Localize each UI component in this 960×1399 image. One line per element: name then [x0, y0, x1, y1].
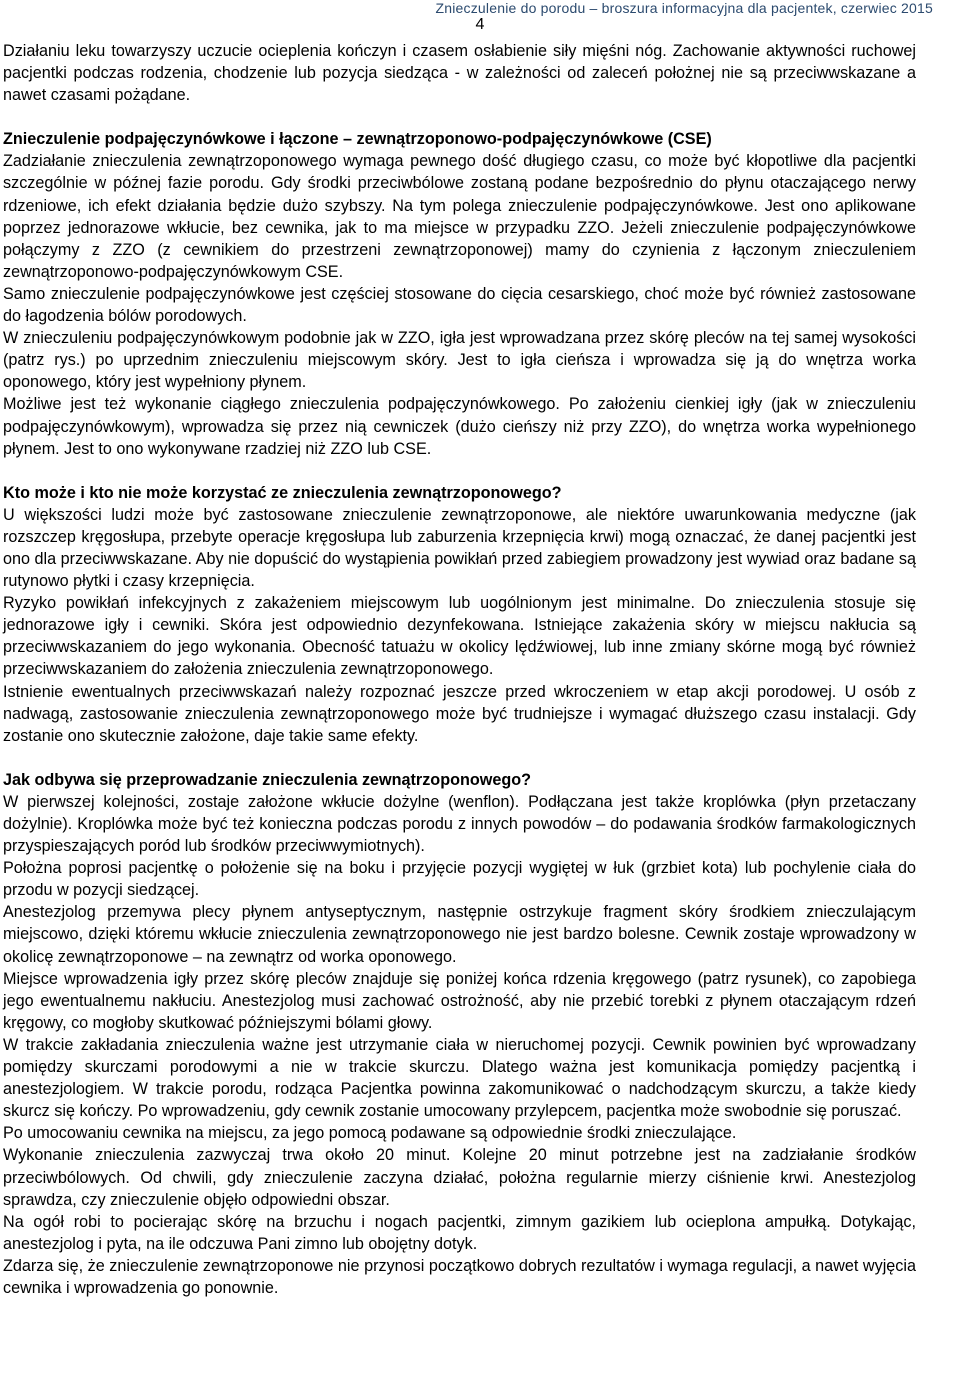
paragraph: U większości ludzi może być zastosowane znieczulenie zewnątrzoponowe, ale niektóre uwarunkowania medyczne (jak rozszczep kręgosłupa, przebyte operacje kręgosłupa lub zaburzenia krzepnięcia krwi) mogą oznaczać, że danej pacjentki jest ono dla przeciwwskazane. Aby nie dopuścić do wystąpienia powikłań przed zabiegiem prowadzony jest wywiad oraz badane są rutynowo płytki i czasy krzepnięcia. — [3, 505, 916, 591]
paragraph: Anestezjolog przemywa plecy płynem antyseptycznym, następnie ostrzykuje fragment skóry środkiem znieczulającym miejscowo, dzięki któremu wkłucie znieczulenia zewnątrzoponowego nie jest bardzo bolesne. Cewnik zostaje wprowadzony w okolicę zewnątrzoponowe – na zewnątrz od worka oponowego. — [3, 903, 916, 966]
paragraph: Miejsce wprowadzenia igły przez skórę pleców znajduje się poniżej końca rdzenia kręgowego (patrz rysunek), co zapobiega jego ewentualnemu nakłuciu. Anestezjolog musi zachować ostrożność, aby nie przebić torebki z płynem otaczającym rdzeń kręgowy, co mogłoby skutkować późniejszymi bólami głowy. — [3, 969, 916, 1032]
paragraph: Wykonanie znieczulenia zazwyczaj trwa około 20 minut. Kolejne 20 minut potrzebne jest na zadziałanie środków przeciwbólowych. Od chwili, gdy znieczulenie zaczyna działać, położna regularnie mierzy ciśnienie krwi. Anestezjolog sprawdza, czy znieczulenie objęło odpowiedni obszar. — [3, 1146, 916, 1209]
page-number: 4 — [475, 16, 485, 33]
paragraph: Samo znieczulenie podpajęczynówkowe jest częściej stosowane do cięcia cesarskiego, choć może być również zastosowane do łagodzenia bólów porodowych. — [3, 284, 916, 326]
document-header: Znieczulenie do porodu – broszura informacyjna dla pacjentek, czerwiec 2015 — [435, 0, 933, 16]
paragraph: Działaniu leku towarzyszy uczucie ocieplenia kończyn i czasem osłabienie siły mięśni nóg. Zachowanie aktywności ruchowej pacjentki podczas rodzenia, chodzenie lub pozycja siedząca - w zależności od zaleceń położnej nie są przeciwwskazane a nawet czasami pożądane. — [3, 42, 916, 105]
paragraph: Możliwe jest też wykonanie ciągłego znieczulenia podpajęczynówkowego. Po założeniu cienkiej igły (jak w znieczuleniu podpajęczynówkowym), wprowadza się przez nią cewniczek (dużo cieńszy niż przy ZZO), do wnętrza worka wypełnionego płynem. Jest to ono wykonywane rzadziej niż ZZO lub CSE. — [3, 395, 916, 458]
paragraph: W pierwszej kolejności, zostaje założone wkłucie dożylne (wenflon). Podłączana jest także kroplówka (płyn przetaczany dożylnie). Kroplówka może być też konieczna podczas porodu z innych powodów – do podawania środków farmakologicznych przyspieszających poród lub środków przeciwwymiotnych). — [3, 792, 916, 856]
paragraph: Ryzyko powikłań infekcyjnych z zakażeniem miejscowym lub uogólnionym jest minimalne. Do znieczulenia stosuje się jednorazowe igły i cewniki. Skóra jest odpowiednio dezynfekowana. Istniejące zakażenia skóry w miejscu nakłucia są przeciwwskazaniem do jego wykonania. Obecność tatuażu w okolicy lędźwiowej, lub inne zmiany skórne mogą być również przeciwwskazaniem do założenia znieczulenia zewnątrzoponowego. — [3, 594, 916, 679]
section-heading: Jak odbywa się przeprowadzanie znieczulenia zewnątrzoponowego? — [3, 770, 531, 789]
paragraph: Zadziałanie znieczulenia zewnątrzoponowego wymaga pewnego dość długiego czasu, co może być kłopotliwe dla pacjentki szczególnie w późnej fazie porodu. Gdy środki przeciwbólowe zostaną podane bezpośrednio do płynu otaczającego nerwy rdzeniowe, ich efekt działania będzie dużo szybszy. Na tym polega znieczulenie podpajęczynówkowe. Jest ono aplikowane poprzez jednorazowe wkłucie, bez cewnika, jak to ma miejsce w przypadku ZZO. Jeżeli znieczulenie podpajęczynówkowe połączymy z ZZO (z cewnikiem do przestrzeni zewnątrzoponowej) mamy do czynienia z łączonym znieczuleniem zewnątrzoponowo-podpajęczynówkowym CSE. — [3, 152, 916, 281]
section-heading: Kto może i kto nie może korzystać ze znieczulenia zewnątrzoponowego? — [3, 483, 562, 502]
paragraph: Położna poprosi pacjentkę o położenie się na boku i przyjęcie pozycji wygiętej w łuk (grzbiet kota) lub pochylenie ciała do przodu w pozycji siedzącej. — [3, 859, 916, 900]
paragraph: Po umocowaniu cewnika na miejscu, za jego pomocą podawane są odpowiednie środki znieczulające. — [3, 1124, 737, 1143]
paragraph: Na ogół robi to pocierając skórę na brzuchu i nogach pacjentki, zimnym gazikiem lub ocieplona ampułką. Dotykając, anestezjolog i pyta, na ile odczuwa Pani zimno lub obojętny dotyk. — [3, 1212, 916, 1253]
paragraph-gap — [3, 747, 916, 769]
paragraph: W znieczuleniu podpajęczynówkowym podobnie jak w ZZO, igła jest wprowadzana przez skórę pleców na tej samej wysokości (patrz rys.) po uprzednim znieczuleniu miejscowym skóry. Jest to igła cieńsza i wprowadza się ją do wnętrza worka oponowego, który jest wypełniony płynem. — [3, 329, 916, 392]
section-heading: Znieczulenie podpajęczynówkowe i łączone – zewnątrzoponowo-podpajęczynówkowe (CSE) — [3, 130, 712, 149]
paragraph-gap — [3, 460, 916, 482]
paragraph: Zdarza się, że znieczulenie zewnątrzoponowe nie przynosi początkowo dobrych rezultatów i wymaga regulacji, a nawet wyjęcia cewnika i wprowadzenia go ponownie. — [3, 1256, 916, 1297]
paragraph: W trakcie zakładania znieczulenia ważne jest utrzymanie ciała w nieruchomej pozycji. Cewnik powinien być wprowadzany pomiędzy skurczami porodowymi a nie w trakcie skurczu. Dlatego ważna jest komunikacja pomiędzy pacjentką i anestezjologiem. W trakcie porodu, rodząca Pacjentka powinna zakomunikować o nadchodzącym skurczu, a także kiedy skurcz się kończy. Po wprowadzeniu, gdy cewnik zostanie umocowany przylepcem, pacjentka może swobodnie się poruszać. — [3, 1035, 916, 1121]
paragraph-gap — [3, 106, 916, 128]
document-body — [3, 40, 916, 1299]
paragraph: Istnienie ewentualnych przeciwwskazań należy rozpoznać jeszcze przed wkroczeniem w etap akcji porodowej. U osób z nadwagą, zastosowanie znieczulenia zewnątrzoponowego może być trudniejsze i wymagać dłuższego czasu instalacji. Gdy zostanie ono skutecznie założone, daje takie same efekty. — [3, 682, 916, 745]
